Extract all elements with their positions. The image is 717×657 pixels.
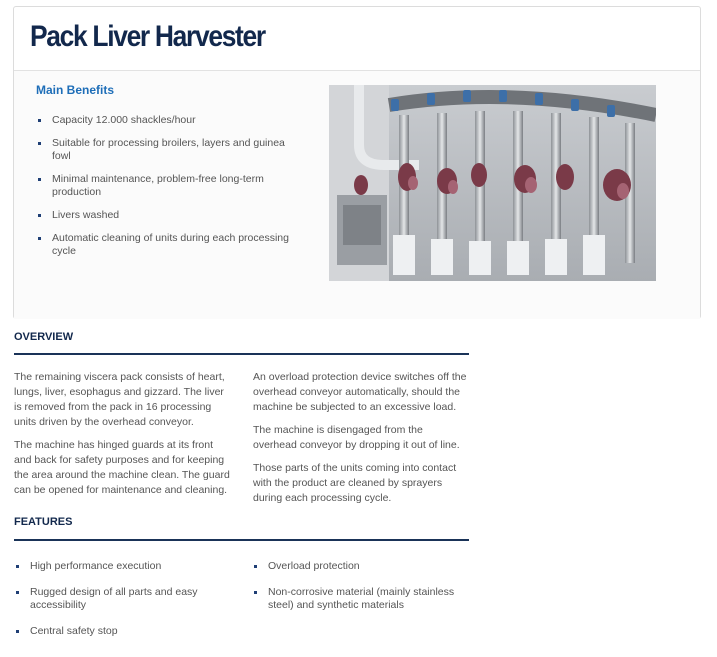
overview-paragraph: The machine is disengaged from the overhead conveyor by dropping it out of line. (253, 424, 460, 451)
features-rule (14, 539, 469, 541)
overview-paragraph: An overload protection device switches off the overhead conveyor automatically, should the machine be subjected to an excessive load. (253, 371, 467, 413)
card-header (14, 7, 700, 71)
bullet-icon (254, 565, 257, 568)
card-body (14, 71, 700, 319)
bullet-icon (16, 591, 19, 594)
bullet-icon (38, 237, 41, 240)
benefit-item: Automatic cleaning of units during each processing cycle (38, 232, 293, 258)
overview-paragraph: The machine has hinged guards at its front and back for safety purposes and for keeping the area around the machine clean. The guard can be opened for maintenance and cleaning. (14, 439, 230, 496)
bullet-icon (38, 119, 41, 122)
overview-paragraph: The remaining viscera pack consists of heart, lungs, liver, esophagus and gizzard. The liver is removed from the pack in 16 processing units driven by the overhead conveyor. (14, 371, 225, 428)
page-title: Pack Liver Harvester (30, 20, 265, 53)
benefit-item: Livers washed (38, 209, 293, 222)
features-right-list (254, 560, 464, 625)
benefits-heading: Main Benefits (36, 83, 115, 97)
overview-paragraph: Those parts of the units coming into contact with the product are cleaned by sprayers during each processing cycle. (253, 462, 457, 504)
machine-photo-illustration (329, 85, 656, 281)
benefit-item: Minimal maintenance, problem-free long-term production (38, 173, 293, 199)
feature-item: Non-corrosive material (mainly stainless steel) and synthetic materials (254, 586, 464, 612)
overview-heading: OVERVIEW (14, 331, 74, 343)
bullet-icon (38, 214, 41, 217)
feature-item: Overload protection (254, 560, 464, 573)
bullet-icon (38, 142, 41, 145)
bullet-icon (38, 178, 41, 181)
overview-rule (14, 353, 469, 355)
benefits-list (38, 114, 293, 268)
overview-left-column (14, 370, 230, 506)
product-card (13, 6, 701, 319)
overview-right-column (253, 370, 469, 514)
machine-photo (329, 85, 656, 281)
benefit-item: Capacity 12.000 shackles/hour (38, 114, 293, 127)
features-heading: FEATURES (14, 516, 73, 528)
feature-item: High performance execution (16, 560, 226, 573)
bullet-icon (16, 565, 19, 568)
bullet-icon (16, 630, 19, 633)
bullet-icon (254, 591, 257, 594)
benefit-item: Suitable for processing broilers, layers and guinea fowl (38, 137, 293, 163)
feature-item: Rugged design of all parts and easy accessibility (16, 586, 226, 612)
features-left-list (16, 560, 226, 651)
feature-item: Central safety stop (16, 625, 226, 638)
